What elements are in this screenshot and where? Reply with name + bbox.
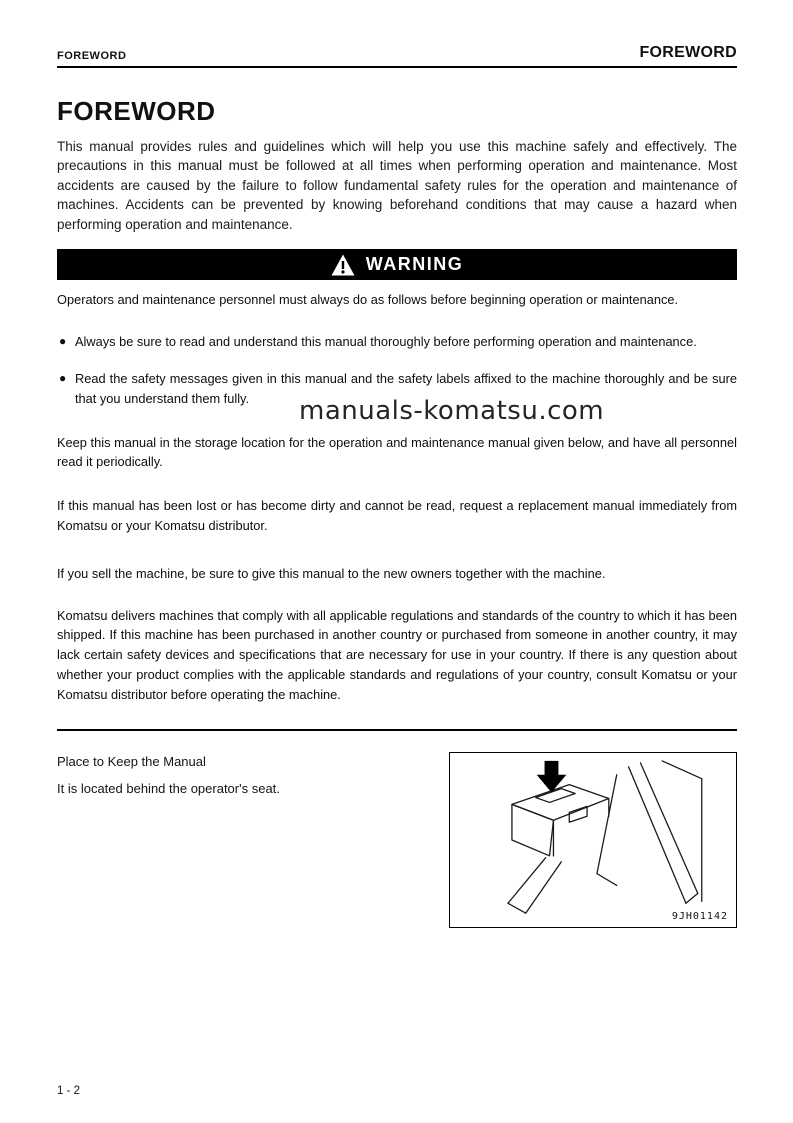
manual-location-text [57, 752, 280, 806]
paragraph-sell-machine: If you sell the machine, be sure to give this manual to the new owners together with the machine. [57, 565, 606, 581]
figure-box [449, 752, 737, 928]
bullet-item [57, 332, 737, 352]
page-content [57, 0, 737, 928]
section-divider [57, 729, 737, 731]
running-header-left: FOREWORD [57, 50, 127, 62]
bullet-item [57, 369, 737, 409]
bullet-list [57, 332, 737, 408]
manual-location-title: Place to Keep the Manual [57, 753, 206, 769]
warning-triangle-icon [331, 254, 355, 276]
page-title: FOREWORD [57, 96, 216, 126]
manual-location-section [57, 752, 737, 928]
warning-banner [57, 249, 737, 280]
warning-label: WARNING [365, 254, 464, 275]
bullet-icon: ● [59, 370, 67, 385]
bullet-text: Read the safety messages given in this manual and the safety labels affixed to the machine thoroughly and be sure that you understand them fully. [75, 370, 737, 406]
seat-storage-drawing [450, 753, 736, 927]
paragraph-lost-manual: If this manual has been lost or has become dirty and cannot be read, request a replacement manual immediately from Komatsu or your Komatsu distributor. [57, 498, 737, 533]
bullet-text: Always be sure to read and understand this manual thoroughly before performing operation and maintenance. [75, 334, 697, 350]
running-header-right: FOREWORD [639, 44, 737, 61]
figure-code: 9JH01142 [671, 910, 728, 922]
bullet-icon: ● [59, 334, 67, 349]
paragraph-operators: Operators and maintenance personnel must always do as follows before beginning operation or maintenance. [57, 292, 679, 308]
watermark: manuals-komatsu.com [299, 396, 605, 426]
paragraph-keep-manual: Keep this manual in the storage location for the operation and maintenance manual given below, and have all personnel read it periodically. [57, 434, 737, 470]
page-number: 1 - 2 [57, 1085, 81, 1097]
running-header [57, 0, 737, 68]
intro-paragraph: This manual provides rules and guidelines which will help you use this machine safely and effectively. The precautions in this manual must be followed at all times when performing operation and maintenance. Most accidents are caused by the failure to follow fundamental safety rules for the operation and maintenance of machines. Accidents can be prevented by knowing beforehand conditions that may cause a hazard when performing operation and maintenance. [57, 139, 737, 232]
manual-location-detail: It is located behind the operator's seat. [57, 780, 280, 796]
paragraph-compliance: Komatsu delivers machines that comply with all applicable regulations and standards of the country to which it has been shipped. If this machine has been purchased in another country or purchased from someone in another country, it may lack certain safety devices and specifications that are necessary for use in your country. If there is any question about whether your product complies with the applicable standards and regulations of your country, consult Komatsu or your Komatsu distributor before operating the machine. [57, 607, 737, 702]
